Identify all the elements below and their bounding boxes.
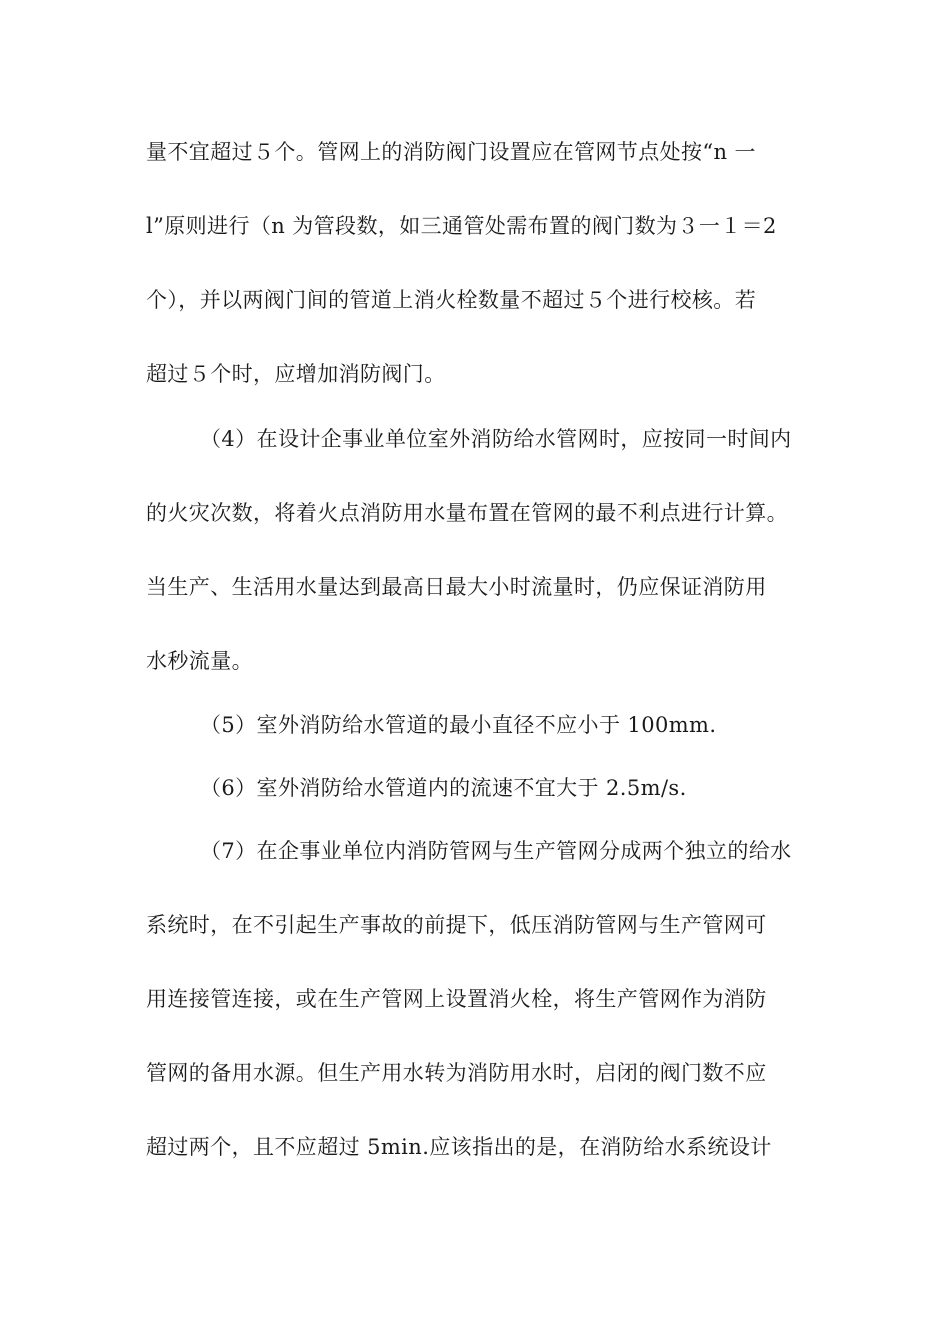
text-line-8: 水秒流量。 (146, 649, 253, 673)
text-line-4: 超过５个时，应增加消防阀门。 (146, 362, 446, 386)
text-line-5: （4）在设计企事业单位室外消防给水管网时，应按同一时间内 (200, 427, 792, 451)
text-line-10: （6）室外消防给水管道内的流速不宜大于 2.5m/s. (200, 776, 687, 800)
text-line-9: （5）室外消防给水管道的最小直径不应小于 100mm. (200, 713, 717, 737)
text-line-3: 个），并以两阀门间的管道上消火栓数量不超过５个进行校核。若 (146, 288, 757, 312)
text-line-1: 量不宜超过５个。管网上的消防阀门设置应在管网节点处按“n 一 (146, 140, 756, 164)
text-line-2: l”原则进行（n 为管段数，如三通管处需布置的阀门数为３一１＝2 (146, 214, 777, 238)
text-line-12: 系统时，在不引起生产事故的前提下，低压消防管网与生产管网可 (146, 913, 767, 937)
text-line-15: 超过两个，且不应超过 5min.应该指出的是，在消防给水系统设计 (146, 1135, 772, 1159)
text-line-13: 用连接管连接，或在生产管网上设置消火栓，将生产管网作为消防 (146, 987, 767, 1011)
text-line-7: 当生产、生活用水量达到最高日最大小时流量时，仍应保证消防用 (146, 575, 767, 599)
text-line-14: 管网的备用水源。但生产用水转为消防用水时，启闭的阀门数不应 (146, 1061, 767, 1085)
text-line-11: （7）在企事业单位内消防管网与生产管网分成两个独立的给水 (200, 839, 792, 863)
text-line-6: 的火灾次数，将着火点消防用水量布置在管网的最不利点进行计算。 (146, 501, 788, 525)
